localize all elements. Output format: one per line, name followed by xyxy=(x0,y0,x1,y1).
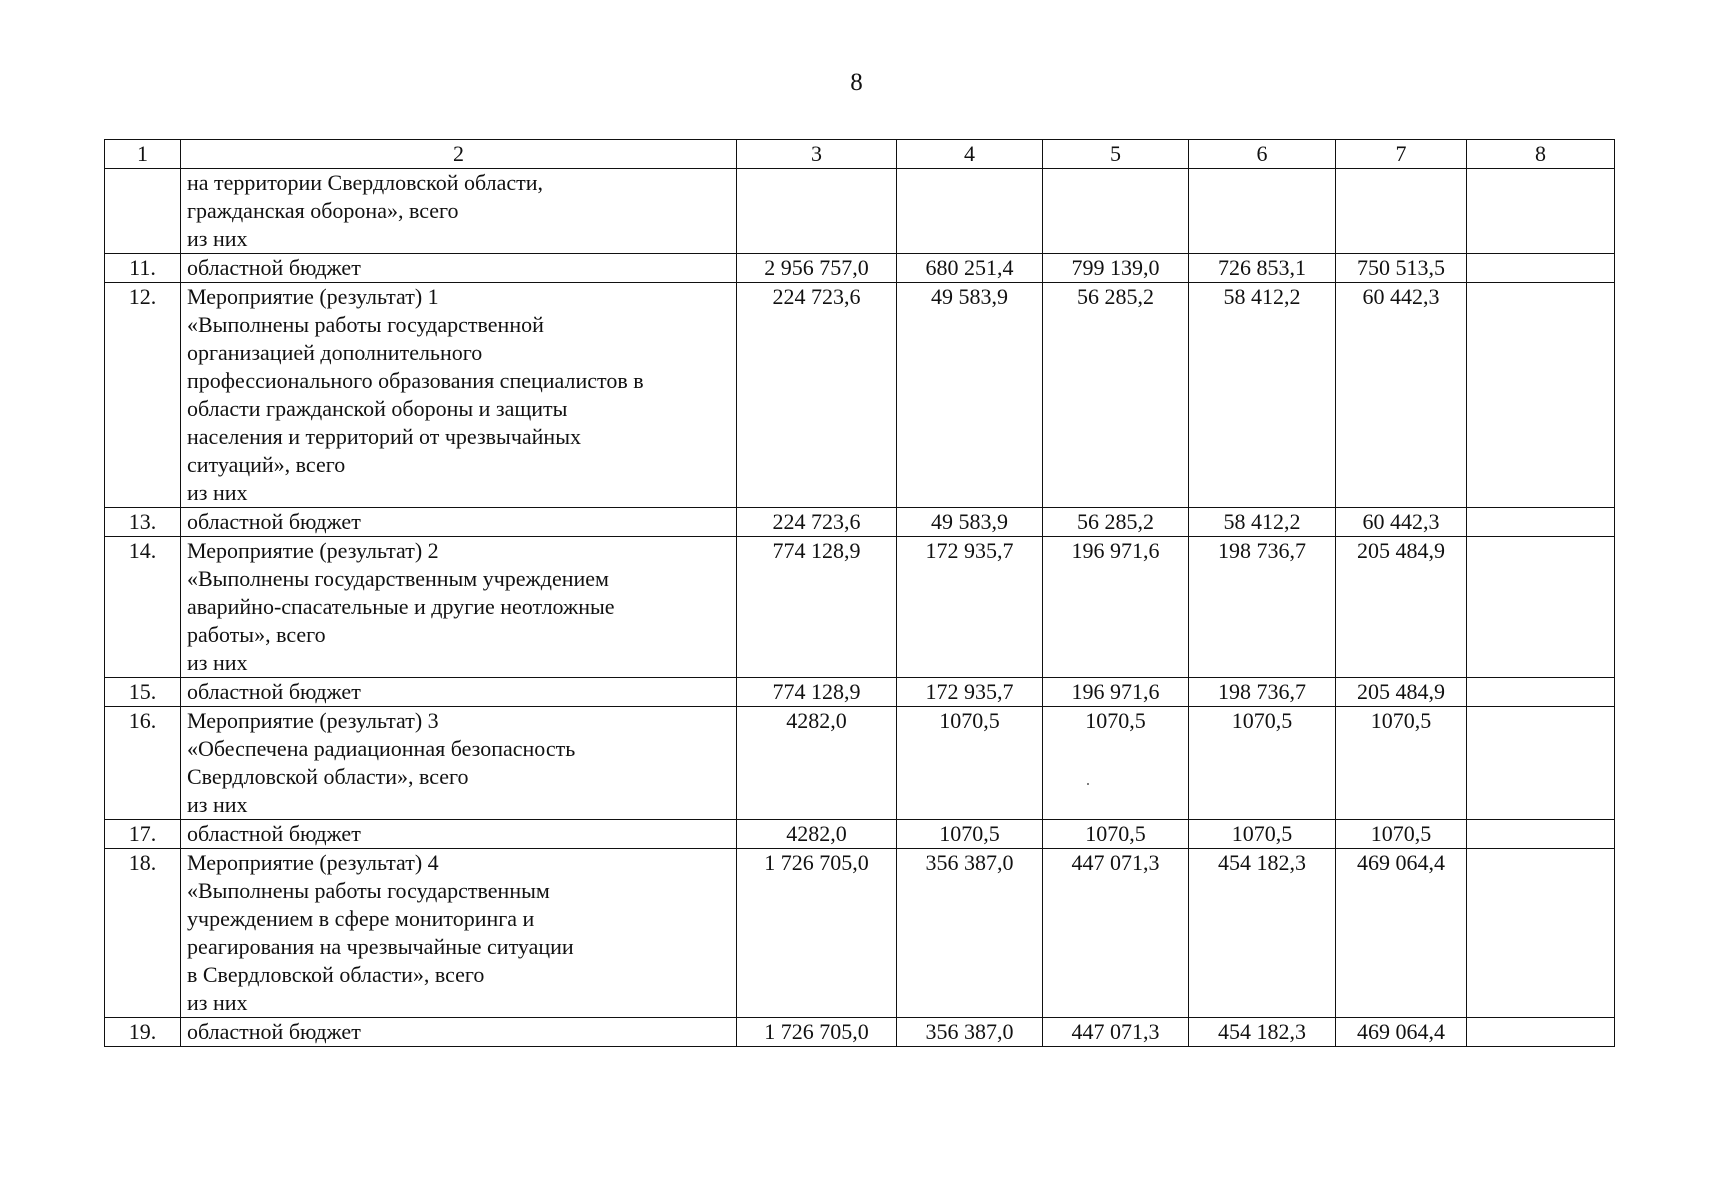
amount-cell: 447 071,3 xyxy=(1043,1018,1189,1047)
row-number: 13. xyxy=(105,508,181,537)
row-description: областной бюджет xyxy=(181,820,737,849)
row-number: 17. xyxy=(105,820,181,849)
amount-cell: 2 956 757,0 xyxy=(737,254,897,283)
amount-cell: 726 853,1 xyxy=(1189,254,1336,283)
table-row xyxy=(105,849,1615,1018)
amount-cell: 1070,5 xyxy=(1043,820,1189,849)
table-row xyxy=(105,1018,1615,1047)
amount-cell xyxy=(1043,169,1189,254)
page-number: 8 xyxy=(850,69,863,96)
amount-cell: 1070,5 xyxy=(1336,820,1467,849)
amount-cell: 1070,5 xyxy=(1189,707,1336,820)
amount-cell: 4282,0 xyxy=(737,707,897,820)
amount-cell: 799 139,0 xyxy=(1043,254,1189,283)
budget-table xyxy=(104,139,1615,1047)
row-description: Мероприятие (результат) 2 «Выполнены государственным учреждением аварийно-спасательные и другие неотложные работы», всего из них xyxy=(181,537,737,678)
column-header: 3 xyxy=(737,140,897,169)
row-number: 12. xyxy=(105,283,181,508)
column-8-cell xyxy=(1467,1018,1615,1047)
row-number: 15. xyxy=(105,678,181,707)
amount-cell: 454 182,3 xyxy=(1189,849,1336,1018)
row-description: областной бюджет xyxy=(181,678,737,707)
row-description: областной бюджет xyxy=(181,254,737,283)
amount-cell: 750 513,5 xyxy=(1336,254,1467,283)
row-description: Мероприятие (результат) 3 «Обеспечена радиационная безопасность Свердловской области», всего из них xyxy=(181,707,737,820)
amount-cell: 1070,5 xyxy=(1336,707,1467,820)
amount-cell xyxy=(1189,169,1336,254)
amount-cell: 774 128,9 xyxy=(737,537,897,678)
row-number xyxy=(105,169,181,254)
amount-cell: 196 971,6 xyxy=(1043,537,1189,678)
amount-cell: 356 387,0 xyxy=(897,1018,1043,1047)
amount-cell: 356 387,0 xyxy=(897,849,1043,1018)
amount-cell: 1070,5 xyxy=(897,707,1043,820)
amount-cell xyxy=(1336,169,1467,254)
amount-cell: 196 971,6 xyxy=(1043,678,1189,707)
row-description: Мероприятие (результат) 1 «Выполнены работы государственной организацией дополнительного профессионального образования специалистов в области гражданской обороны и защиты населения и территорий от чрезвычайных ситуаций», всего из них xyxy=(181,283,737,508)
amount-cell: 1 726 705,0 xyxy=(737,849,897,1018)
amount-cell: 469 064,4 xyxy=(1336,1018,1467,1047)
column-8-cell xyxy=(1467,707,1615,820)
amount-cell: 172 935,7 xyxy=(897,678,1043,707)
table-row xyxy=(105,707,1615,820)
amount-cell: 60 442,3 xyxy=(1336,508,1467,537)
amount-cell xyxy=(897,169,1043,254)
amount-cell: 58 412,2 xyxy=(1189,508,1336,537)
amount-cell: 680 251,4 xyxy=(897,254,1043,283)
row-number: 11. xyxy=(105,254,181,283)
column-header: 6 xyxy=(1189,140,1336,169)
table-row xyxy=(105,537,1615,678)
amount-cell: 198 736,7 xyxy=(1189,537,1336,678)
column-header: 4 xyxy=(897,140,1043,169)
row-description: на территории Свердловской области, гражданская оборона», всего из них xyxy=(181,169,737,254)
column-8-cell xyxy=(1467,537,1615,678)
scan-speck xyxy=(1087,783,1089,785)
row-description: областной бюджет xyxy=(181,508,737,537)
row-description: Мероприятие (результат) 4 «Выполнены работы государственным учреждением в сфере мониторинга и реагирования на чрезвычайные ситуации в Свердловской области», всего из них xyxy=(181,849,737,1018)
column-header-row xyxy=(105,140,1615,169)
amount-cell xyxy=(737,169,897,254)
table-row xyxy=(105,678,1615,707)
column-8-cell xyxy=(1467,678,1615,707)
column-8-cell xyxy=(1467,508,1615,537)
column-8-cell xyxy=(1467,283,1615,508)
amount-cell: 224 723,6 xyxy=(737,283,897,508)
column-8-cell xyxy=(1467,849,1615,1018)
table-row xyxy=(105,169,1615,254)
column-header: 8 xyxy=(1467,140,1615,169)
table-row xyxy=(105,820,1615,849)
amount-cell: 56 285,2 xyxy=(1043,508,1189,537)
table-row xyxy=(105,254,1615,283)
column-8-cell xyxy=(1467,169,1615,254)
table-row xyxy=(105,283,1615,508)
amount-cell: 774 128,9 xyxy=(737,678,897,707)
column-header: 1 xyxy=(105,140,181,169)
table-row xyxy=(105,508,1615,537)
row-number: 16. xyxy=(105,707,181,820)
amount-cell: 1070,5 xyxy=(1189,820,1336,849)
amount-cell: 49 583,9 xyxy=(897,283,1043,508)
amount-cell: 1070,5 xyxy=(1043,707,1189,820)
row-description: областной бюджет xyxy=(181,1018,737,1047)
amount-cell: 4282,0 xyxy=(737,820,897,849)
amount-cell: 469 064,4 xyxy=(1336,849,1467,1018)
amount-cell: 198 736,7 xyxy=(1189,678,1336,707)
amount-cell: 224 723,6 xyxy=(737,508,897,537)
row-number: 19. xyxy=(105,1018,181,1047)
column-header: 2 xyxy=(181,140,737,169)
amount-cell: 49 583,9 xyxy=(897,508,1043,537)
amount-cell: 447 071,3 xyxy=(1043,849,1189,1018)
row-number: 18. xyxy=(105,849,181,1018)
amount-cell: 172 935,7 xyxy=(897,537,1043,678)
amount-cell: 1070,5 xyxy=(897,820,1043,849)
amount-cell: 205 484,9 xyxy=(1336,537,1467,678)
row-number: 14. xyxy=(105,537,181,678)
amount-cell: 58 412,2 xyxy=(1189,283,1336,508)
column-8-cell xyxy=(1467,820,1615,849)
amount-cell: 60 442,3 xyxy=(1336,283,1467,508)
amount-cell: 205 484,9 xyxy=(1336,678,1467,707)
amount-cell: 454 182,3 xyxy=(1189,1018,1336,1047)
amount-cell: 56 285,2 xyxy=(1043,283,1189,508)
column-header: 7 xyxy=(1336,140,1467,169)
amount-cell: 1 726 705,0 xyxy=(737,1018,897,1047)
column-8-cell xyxy=(1467,254,1615,283)
column-header: 5 xyxy=(1043,140,1189,169)
